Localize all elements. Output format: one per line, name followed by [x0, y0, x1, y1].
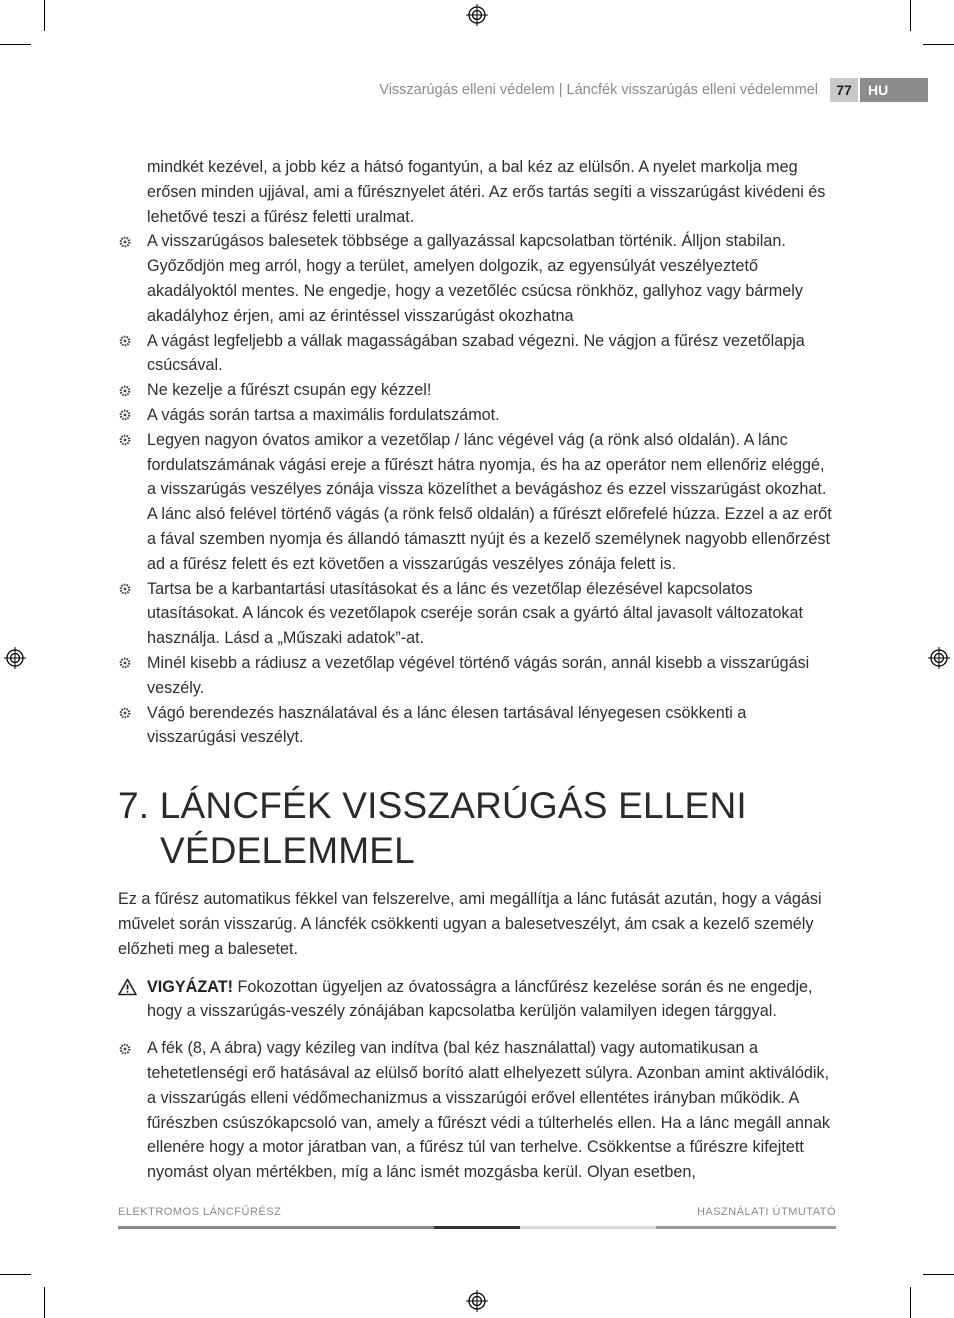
registration-mark-icon: [466, 4, 488, 26]
page-body: [118, 155, 838, 1185]
list-item-text: A vágást legfeljebb a vállak magasságában szabad végezni. Ne vágjon a fűrész vezetőlapja csúcsával.: [147, 331, 805, 375]
list-item-text: Vágó berendezés használatával és a lánc élesen tartásával lényegesen csökkenti a visszarúgási veszélyt.: [147, 703, 747, 747]
list-item-text: Legyen nagyon óvatos amikor a vezetőlap / lánc végével vág (a rönk alsó oldalán). A lánc fordulatszámának vágási ereje a fűrészt hátra nyomja, és ha az operátor nem ellenőriz eléggé, a visszarúgás veszélyes zónája vissza közelíthet a bevágáshoz és ezzel visszarúgást okozhat. A lánc alsó felével történő vágás (a rönk felső oldalán) a fűrészt előrefelé húzza. Ezzel a az erőt a fával szemben nyomja és állandó támasztt nyújt és a kezelő személynek nagyobb ellenőrzést ad a fűrész felett és ezt követően a visszarúgás veszélyes zónája felett is.: [147, 430, 832, 573]
footer-rule: [434, 1226, 520, 1229]
running-header: [118, 78, 928, 102]
footer-product-name: ELEKTROMOS LÁNCFŰRÉSZ: [118, 1206, 282, 1218]
warning-note: [118, 975, 838, 1025]
section-heading-line2: VÉDELEMMEL: [160, 830, 415, 872]
warning-text: Fokozottan ügyeljen az óvatosságra a láncfűrész kezelése során és ne engedje, hogy a visszarúgás-veszély zónájában kapcsolatba kerüljön valamilyen idegen tárggyal.: [147, 977, 813, 1021]
list-item: [118, 428, 838, 577]
list-item-text: A vágás során tartsa a maximális fordulatszámot.: [147, 405, 500, 424]
crop-mark: [0, 44, 31, 45]
list-item: [118, 701, 838, 751]
crop-mark: [923, 44, 954, 45]
gear-bullet-icon: [118, 428, 132, 453]
footer-rule: [118, 1226, 434, 1229]
list-item: [118, 403, 838, 428]
page-number: 77: [830, 78, 858, 102]
header-title: Visszarúgás elleni védelem | Láncfék visszarúgás elleni védelemmel: [379, 82, 818, 98]
gear-bullet-icon: [118, 329, 132, 354]
list-item: [118, 1036, 838, 1185]
bullet-list: [118, 229, 838, 750]
gear-bullet-icon: [118, 229, 132, 254]
registration-mark-icon: [928, 647, 950, 669]
language-tab: HU: [860, 78, 928, 102]
list-item: [118, 329, 838, 379]
gear-bullet-icon: [118, 1036, 132, 1061]
gear-bullet-icon: [118, 651, 132, 676]
section-heading: [118, 783, 838, 873]
crop-mark: [44, 1287, 45, 1318]
list-item: [118, 378, 838, 403]
gear-bullet-icon: [118, 378, 132, 403]
list-item-text: Tartsa be a karbantartási utasításokat és a lánc és vezetőlap élezésével kapcsolatos utasításokat. A láncok és vezetőlapok cseréje során csak a gyártó által javasolt változatokat használja. Lásd a „Műszaki adatok”-at.: [147, 579, 803, 648]
section-heading-line1: 7. LÁNCFÉK VISSZARÚGÁS ELLENI: [118, 785, 747, 827]
list-item-text: A fék (8, A ábra) vagy kézileg van indítva (bal kéz használattal) vagy automatikusan a tehetetlenségi erő hatásával az elülső borító alatt elhelyezett súlyra. Azonban amint aktiválódik, a visszarúgás elleni védőmechanizmus a visszarúgói erővel ellentétes irányban működik. A fűrészben csúszókapcsoló van, amely a fűrészt védi a túlterhelés ellen. Ha a lánc megáll annak ellenére hogy a motor járatban van, a fűrész túl van terhelve. Csökkentse a fűrészre kifejtett nyomást olyan mértékben, míg a lánc ismét mozgásba kerül. Olyan esetben,: [147, 1039, 830, 1182]
crop-mark: [0, 1274, 31, 1275]
list-item: [118, 651, 838, 701]
footer-rule: [520, 1226, 656, 1229]
footer-document-type: HASZNÁLATI ÚTMUTATÓ: [696, 1206, 836, 1218]
continuation-paragraph: mindkét kezével, a jobb kéz a hátsó fogantyún, a bal kéz az elülsőn. A nyelet markolja meg erősen minden ujjával, ami a fűrésznyelet átéri. Az erős tartás segíti a visszarúgást kivédeni és lehetővé teszi a fűrész feletti uralmat.: [147, 158, 826, 226]
list-item-text: Minél kisebb a rádiusz a vezetőlap végével történő vágás során, annál kisebb a visszarúgási veszély.: [147, 653, 810, 697]
intro-paragraph: Ez a fűrész automatikus fékkel van felszerelve, ami megállítja a lánc futását azután, hogy a vágási művelet során visszarúg. A láncfék csökkenti ugyan a balesetveszélyt, ám csak a kezelő személy előzheti meg a balesetet.: [118, 890, 822, 958]
registration-mark-icon: [4, 647, 26, 669]
gear-bullet-icon: [118, 577, 132, 602]
gear-bullet-icon: [118, 701, 132, 726]
footer-rule: [656, 1226, 836, 1229]
crop-mark: [910, 0, 911, 31]
bullet-list: [118, 1036, 838, 1185]
warning-label: VIGYÁZAT!: [147, 977, 234, 996]
crop-mark: [923, 1274, 954, 1275]
list-item-text: Ne kezelje a fűrészt csupán egy kézzel!: [147, 381, 432, 400]
gear-bullet-icon: [118, 403, 132, 428]
list-item: [118, 577, 838, 651]
registration-mark-icon: [466, 1290, 488, 1312]
list-item: [118, 229, 838, 328]
warning-triangle-icon: [118, 978, 137, 996]
crop-mark: [44, 0, 45, 31]
crop-mark: [910, 1287, 911, 1318]
page-footer: [118, 1206, 836, 1230]
list-item-text: A visszarúgásos balesetek többsége a gallyazással kapcsolatban történik. Álljon stabilan. Győződjön meg arról, hogy a terület, amelyen dolgozik, az egyensúlyát veszélyeztető akadályoktól mentes. Ne engedje, hogy a vezetőléc csúcsa rönkhöz, gallyhoz vagy bármely akadályhoz érjen, ami az érintéssel visszarúgást okozhatna: [147, 232, 803, 325]
